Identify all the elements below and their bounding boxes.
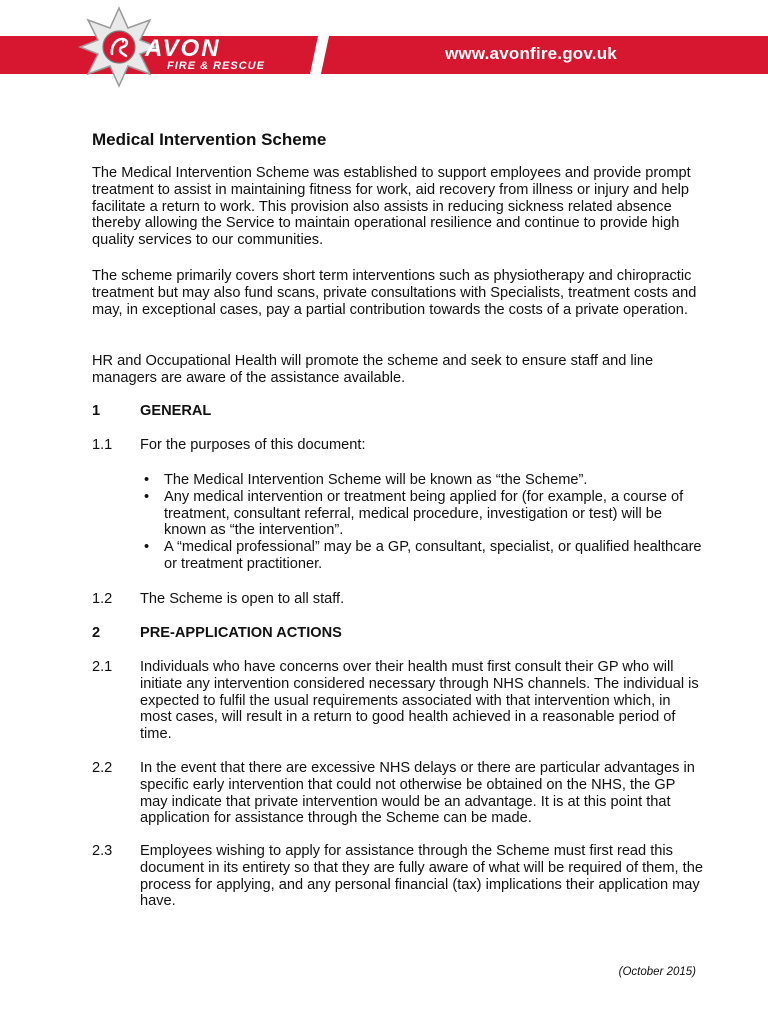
- list-item: • The Medical Intervention Scheme will be known as “the Scheme”.: [140, 472, 705, 489]
- section-title-pre-application: PRE-APPLICATION ACTIONS: [140, 625, 342, 641]
- banner-stripe-left: [0, 36, 90, 74]
- intro-paragraph-3: HR and Occupational Health will promote the scheme and seek to ensure staff and line managers are aware of the assistance available.: [92, 353, 654, 386]
- clause-number: 1.1: [92, 437, 113, 453]
- clause-text: In the event that there are excessive NHS delays or there are particular advantages in specific early intervention that could not otherwise be obtained on the NHS, the GP may indicate that private intervention would be an advantage. It is at this point that application for assistance through the Scheme can be made.: [140, 760, 695, 827]
- clause-number: 2.2: [92, 760, 113, 776]
- clause-text: For the purposes of this document:: [140, 437, 366, 453]
- logo-main-text: AVON: [145, 35, 221, 62]
- clause-number: 1.2: [92, 591, 113, 607]
- clause-text: The Scheme is open to all staff.: [140, 591, 345, 607]
- clause-number: 2.3: [92, 843, 113, 859]
- intro-paragraph-2: The scheme primarily covers short term interventions such as physiotherapy and chiropractic treatment but may also fund scans, private consultations with Specialists, treatment costs and may, in exceptional cases, pay a partial contribution towards the costs of a private operation.: [92, 268, 697, 318]
- section-title-general: GENERAL: [140, 403, 212, 419]
- list-item: • A “medical professional” may be a GP, consultant, specialist, or qualified healthcare or treatment practitioner.: [140, 539, 705, 573]
- website-url[interactable]: www.avonfire.gov.uk: [445, 44, 617, 63]
- intro-paragraph-1: The Medical Intervention Scheme was established to support employees and provide prompt treatment to assist in maintaining fitness for work, aid recovery from illness or injury and help facilitate a return to work. This provision also assists in reducing sickness related absence thereby allowing the Service to maintain operational resilience and continue to provide high quality services to our communities.: [92, 165, 691, 249]
- definition-list: [140, 472, 705, 573]
- clause-text: Employees wishing to apply for assistance through the Scheme must first read this document in its entirety so that they are fully aware of what will be required of them, the process for applying, and any personal financial (tax) implications their application may have.: [140, 843, 703, 910]
- logo-sub-text: FIRE & RESCUE: [167, 60, 265, 72]
- clause-number: 2.1: [92, 659, 113, 675]
- footer-date: (October 2015): [618, 966, 696, 978]
- section-number: 1: [92, 403, 101, 419]
- clause-text: Individuals who have concerns over their health must first consult their GP who will initiate any intervention considered necessary through NHS channels. The individual is expected to fulfil the usual requirements associated with that intervention which, in most cases, will result in a return to good health achieved in a reasonable period of time.: [140, 659, 699, 743]
- list-item: • Any medical intervention or treatment being applied for (for example, a course of treatment, consultant referral, medical procedure, investigation or test) will be known as “the intervention”.: [140, 489, 705, 539]
- section-number: 2: [92, 625, 101, 641]
- avon-fire-rescue-logo: [145, 35, 265, 72]
- page-title: Medical Intervention Scheme: [92, 130, 327, 149]
- header-banner: [0, 0, 768, 95]
